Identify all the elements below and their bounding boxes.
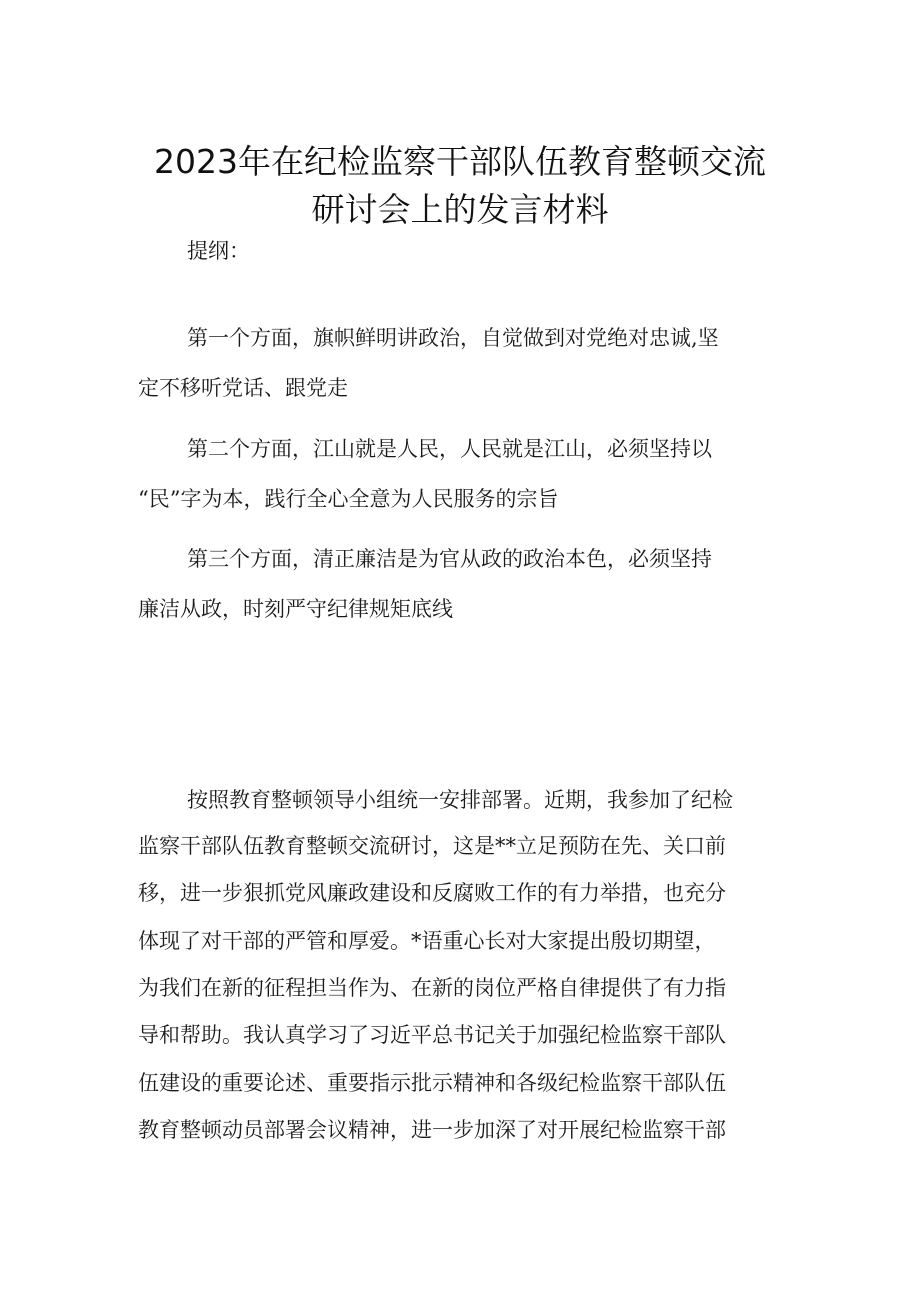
body-text-line-6: 导和帮助。我认真学习了习近平总书记关于加强纪检监察干部队 — [138, 1023, 726, 1047]
body-text-line-5: 为我们在新的征程担当作为、在新的岗位严格自律提供了有力指 — [138, 976, 726, 1000]
body-text-line-8: 教育整顿动员部署会议精神，进一步加深了对开展纪检监察干部 — [138, 1118, 726, 1142]
body-text-line-1: 按照教育整顿领导小组统一安排部署。近期，我参加了纪检 — [187, 788, 733, 812]
outline-point-1-line-1: 第一个方面，旗帜鲜明讲政治，自觉做到对党绝对忠诚,坚 — [187, 326, 719, 350]
outline-point-2-line-2: “民”字为本，践行全心全意为人民服务的宗旨 — [138, 487, 559, 511]
outline-point-3-line-1: 第三个方面，清正廉洁是为官从政的政治本色，必须坚持 — [187, 547, 712, 571]
outline-point-2-line-1: 第二个方面，江山就是人民，人民就是江山，必须坚持以 — [187, 437, 712, 461]
document-title-line-2: 研讨会上的发言材料 — [311, 190, 609, 229]
outline-point-3-line-2: 廉洁从政，时刻严守纪律规矩底线 — [138, 597, 453, 621]
body-text-line-3: 移，进一步狠抓党风廉政建设和反腐败工作的有力举措，也充分 — [138, 881, 726, 905]
body-text-line-4: 体现了对干部的严管和厚爱。*语重心长对大家提出殷切期望， — [138, 929, 716, 953]
document-title-line-1: 2023年在纪检监察干部队伍教育整顿交流 — [154, 142, 766, 181]
body-text-line-7: 伍建设的重要论述、重要指示批示精神和各级纪检监察干部队伍 — [138, 1071, 726, 1095]
body-text-line-2: 监察干部队伍教育整顿交流研讨，这是**立足预防在先、关口前 — [138, 834, 726, 858]
outline-point-1-line-2: 定不移听党话、跟党走 — [138, 376, 348, 400]
outline-label: 提纲： — [187, 239, 250, 263]
